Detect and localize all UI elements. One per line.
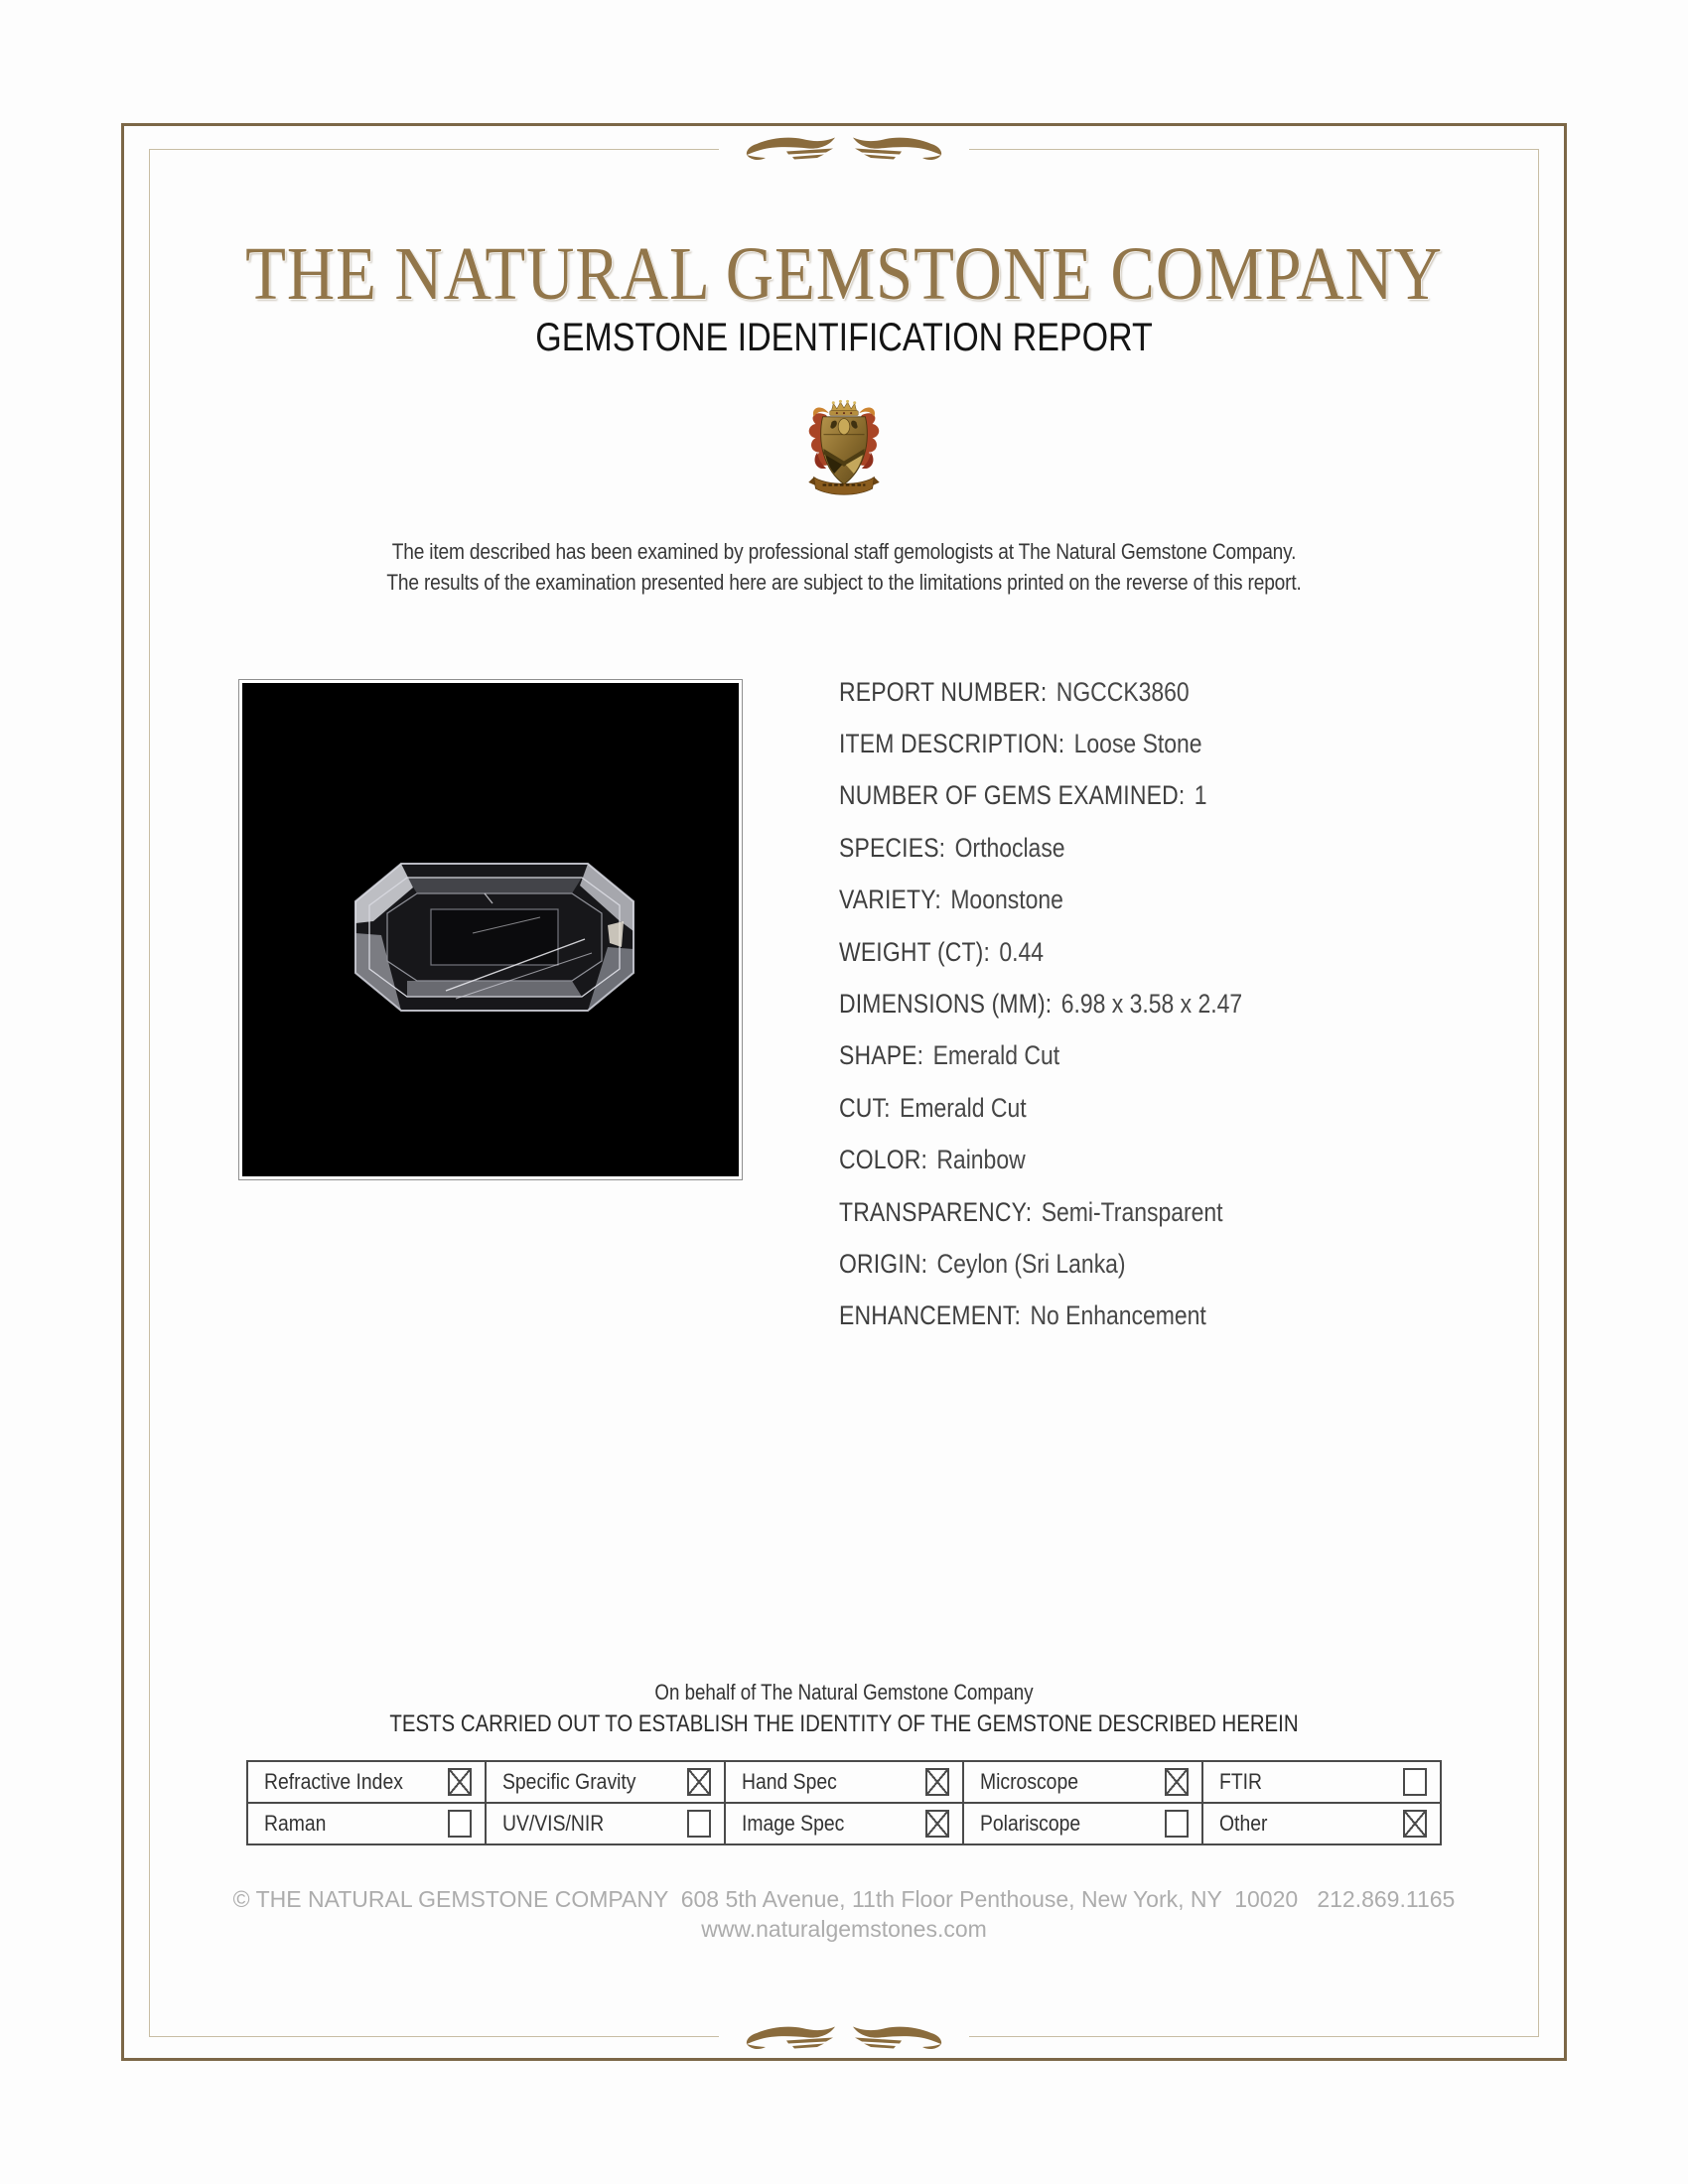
test-cell-ftir [1202, 1761, 1441, 1803]
report-field-enhancement [839, 1291, 1242, 1342]
field-value: 6.98 x 3.58 x 2.47 [1060, 989, 1243, 1020]
field-label: CUT: [839, 1092, 891, 1123]
field-label: COLOR: [839, 1145, 928, 1175]
field-value: Rainbow [936, 1145, 1026, 1175]
field-label: TRANSPARENCY: [839, 1196, 1033, 1227]
report-fields-list [839, 666, 1242, 1342]
field-value: Moonstone [950, 885, 1063, 915]
x-marked-checkbox [1403, 1810, 1427, 1838]
field-label: VARIETY: [839, 885, 941, 915]
test-label: Microscope [980, 1769, 1079, 1794]
flourish-ornament-top [719, 136, 969, 162]
report-field-dimensions [839, 978, 1242, 1029]
test-cell-uv-vis-nir [486, 1803, 724, 1844]
examination-statement-line1: The item described has been examined by professional staff gemologists at The Natural Gemstone Company. [391, 539, 1297, 564]
gem-photo-frame [238, 679, 743, 1180]
field-value: Loose Stone [1073, 729, 1202, 759]
test-cell-image-spec [725, 1803, 963, 1844]
field-label: ENHANCEMENT: [839, 1300, 1022, 1331]
report-field-shape [839, 1030, 1242, 1082]
x-marked-checkbox [1165, 1768, 1189, 1796]
field-value: Emerald Cut [900, 1092, 1027, 1123]
field-label: WEIGHT (CT): [839, 936, 991, 967]
test-cell-specific-gravity [486, 1761, 724, 1803]
report-field-color [839, 1135, 1242, 1186]
field-label: DIMENSIONS (MM): [839, 989, 1053, 1020]
examination-statement-line2: The results of the examination presented here are subject to the limitations printed on the reverse of this report. [386, 570, 1302, 595]
flourish-ornament-bottom [719, 2025, 969, 2051]
test-label: Raman [264, 1811, 327, 1836]
tests-heading: TESTS CARRIED OUT TO ESTABLISH THE IDENTITY OF THE GEMSTONE DESCRIBED HEREIN [389, 1710, 1299, 1737]
gem-photo [242, 683, 739, 1176]
report-field-cut [839, 1082, 1242, 1134]
field-label: SPECIES: [839, 832, 946, 863]
x-marked-checkbox [925, 1810, 949, 1838]
test-label: Image Spec [741, 1811, 845, 1836]
test-cell-other [1202, 1803, 1441, 1844]
field-value: 0.44 [999, 936, 1045, 967]
field-value: 1 [1194, 780, 1207, 811]
footer-website: www.naturalgemstones.com [701, 1916, 987, 1942]
footer-address: © THE NATURAL GEMSTONE COMPANY 608 5th Avenue, 11th Floor Penthouse, New York, NY 10020 212.869.1165 [232, 1886, 1456, 1912]
report-field-number-of-gems [839, 770, 1242, 822]
x-marked-checkbox [925, 1768, 949, 1796]
test-cell-polariscope [963, 1803, 1201, 1844]
field-label: ITEM DESCRIPTION: [839, 729, 1065, 759]
emerald-cut-gem-image [242, 683, 739, 1176]
field-value: No Enhancement [1030, 1300, 1206, 1331]
report-field-variety [839, 875, 1242, 926]
test-cell-hand-spec [725, 1761, 963, 1803]
test-cell-raman [247, 1803, 486, 1844]
field-value: Orthoclase [954, 832, 1065, 863]
flourish-ornament-icon [745, 2025, 943, 2051]
empty-checkbox [1403, 1768, 1427, 1796]
test-label: Specific Gravity [502, 1769, 636, 1794]
report-field-species [839, 822, 1242, 874]
report-field-origin [839, 1238, 1242, 1290]
report-field-report-number [839, 666, 1242, 718]
empty-checkbox [1165, 1810, 1189, 1838]
field-label: SHAPE: [839, 1040, 924, 1071]
report-field-item-description [839, 718, 1242, 769]
empty-checkbox [687, 1810, 711, 1838]
test-label: Polariscope [980, 1811, 1081, 1836]
test-label: UV/VIS/NIR [502, 1811, 605, 1836]
test-cell-microscope [963, 1761, 1201, 1803]
field-label: NUMBER OF GEMS EXAMINED: [839, 780, 1186, 811]
test-label: Refractive Index [264, 1769, 403, 1794]
field-label: ORIGIN: [839, 1248, 928, 1279]
empty-checkbox [448, 1810, 472, 1838]
test-label: FTIR [1218, 1769, 1262, 1794]
tests-table [246, 1760, 1442, 1845]
company-title: THE NATURAL GEMSTONE COMPANY [245, 232, 1443, 316]
test-cell-refractive-index [247, 1761, 486, 1803]
report-subtitle: GEMSTONE IDENTIFICATION REPORT [535, 316, 1153, 359]
x-marked-checkbox [448, 1768, 472, 1796]
field-label: REPORT NUMBER: [839, 676, 1048, 707]
field-value: Semi-Transparent [1041, 1196, 1223, 1227]
examination-statement [127, 536, 1562, 598]
field-value: Emerald Cut [932, 1040, 1060, 1071]
test-label: Other [1218, 1811, 1268, 1836]
x-marked-checkbox [687, 1768, 711, 1796]
on-behalf-line: On behalf of The Natural Gemstone Company [654, 1680, 1034, 1705]
company-crest-icon [796, 399, 892, 498]
field-value: Ceylon (Sri Lanka) [936, 1248, 1126, 1279]
field-value: NGCCK3860 [1055, 676, 1190, 707]
report-field-weight [839, 926, 1242, 978]
report-field-transparency [839, 1186, 1242, 1238]
flourish-ornament-icon [745, 136, 943, 162]
test-label: Hand Spec [741, 1769, 837, 1794]
